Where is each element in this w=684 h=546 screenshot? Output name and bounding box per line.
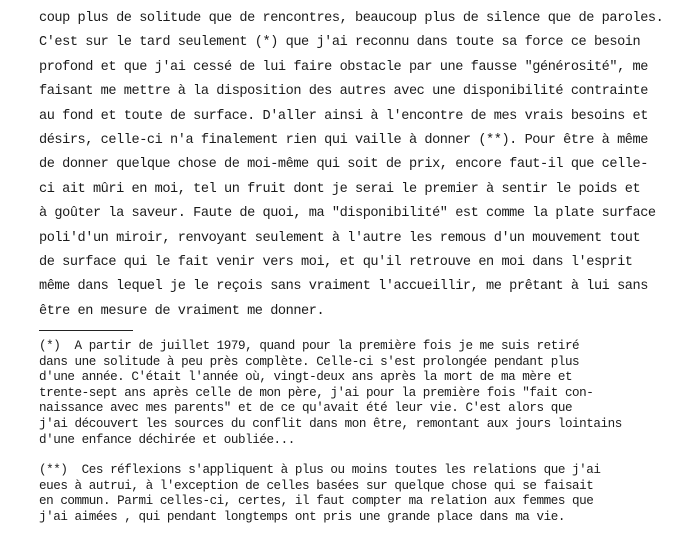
- footnote-line: (*) A partir de juillet 1979, quand pour la première fois je me suis retiré: [39, 339, 580, 353]
- text-line: même dans lequel je le reçois sans vraiment l'accueillir, me prêtant à lui sans: [39, 279, 648, 295]
- text-line: coup plus de solitude que de rencontres, beaucoup plus de silence que de paroles.: [39, 11, 664, 26]
- footnote-line: d'une enfance déchirée et oubliée...: [39, 432, 295, 447]
- text-line: poli'd'un miroir, renvoyant seulement à l'autre les remous d'un mouvement tout: [39, 230, 641, 246]
- main-paragraph: [39, 7, 679, 324]
- footnote-line: j'ai découvert les sources du conflit dans mon être, remontant aux jours lointains: [39, 416, 622, 431]
- text-line: désirs, celle-ci n'a finalement rien qui vaille à donner (**). Pour être à même: [39, 132, 648, 148]
- footnote-line: (**) Ces réflexions s'appliquent à plus ou moins toutes les relations que j'ai: [39, 463, 601, 477]
- footnote-2: [39, 463, 679, 525]
- text-line: être en mesure de vraiment me donner.: [39, 303, 325, 319]
- text-line: de surface qui le fait venir vers moi, et qu'il retrouve en moi dans l'esprit: [39, 254, 633, 270]
- text-line: de donner quelque chose de moi-même qui soit de prix, encore faut-il que celle-: [39, 157, 648, 173]
- text-line: C'est sur le tard seulement (*) que j'ai reconnu dans toute sa force ce besoin: [39, 35, 641, 51]
- footnote-line: dans une solitude à peu près complète. Celle-ci s'est prolongée pendant plus: [39, 354, 580, 369]
- text-line: ci ait mûri en moi, tel un fruit dont je serai le premier à sentir le poids et: [39, 181, 641, 197]
- footnote-line: eues à autrui, à l'exception de celles basées sur quelque chose qui se faisait: [39, 478, 594, 493]
- text-line: profond et que j'ai cessé de lui faire obstacle par une fausse "générosité", me: [39, 59, 648, 75]
- footnote-line: trente-sept ans après celle de mon père, j'ai pour la première fois "fait con-: [39, 385, 594, 400]
- text-line: faisant me mettre à la disposition des autres avec une disponibilité contrainte: [39, 84, 648, 100]
- footnote-separator: [39, 330, 133, 331]
- footnote-line: d'une année. C'était l'année où, vingt-deux ans après la mort de ma mère et: [39, 370, 573, 385]
- footnote-line: naissance avec mes parents" et de ce qu'avait été leur vie. C'est alors que: [39, 401, 573, 416]
- footnote-line: j'ai aimées , qui pendant longtemps ont pris une grande place dans ma vie.: [39, 509, 565, 524]
- text-line: à goûter la saveur. Faute de quoi, ma "disponibilité" est comme la plate surface: [39, 206, 656, 222]
- footnote-1: [39, 339, 679, 448]
- text-line: au fond et toute de surface. D'aller ainsi à l'encontre de mes vrais besoins et: [39, 108, 648, 124]
- footnote-line: en commun. Parmi celles-ci, certes, il faut compter ma relation aux femmes que: [39, 494, 594, 509]
